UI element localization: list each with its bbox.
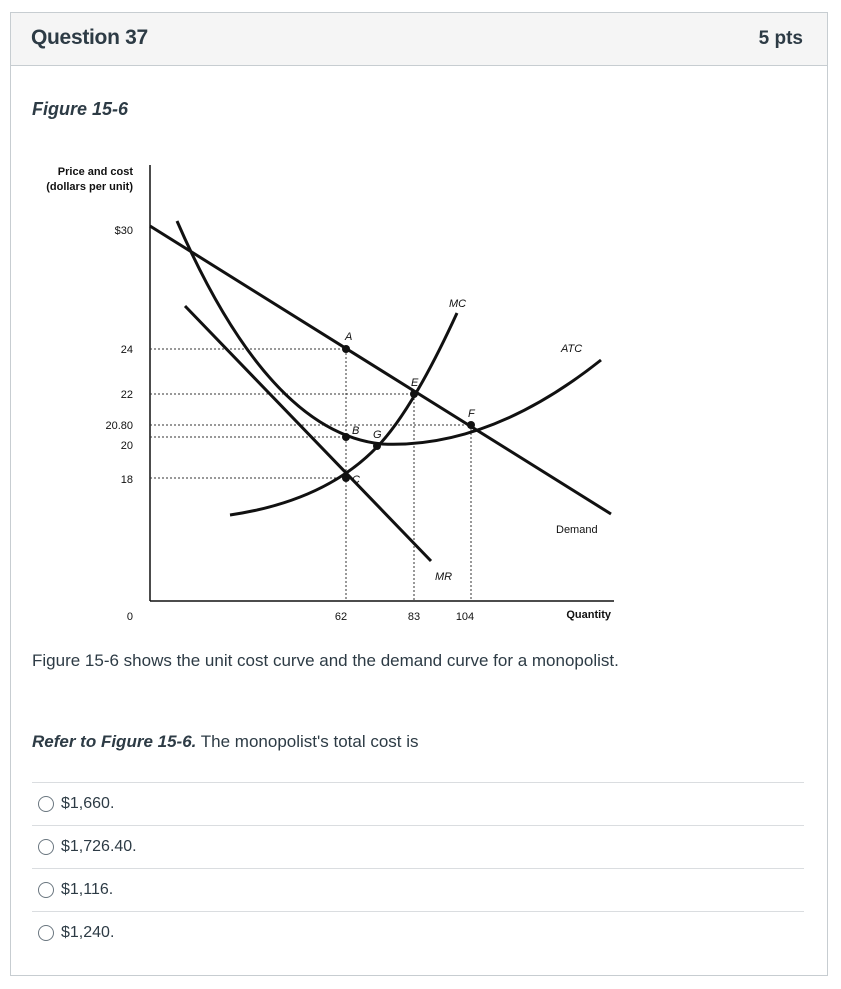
answer-label: $1,240. [61,924,115,941]
answer-list [32,782,804,954]
prompt-text: The monopolist's total cost is [196,732,419,751]
figure-description: Figure 15-6 shows the unit cost curve and the demand curve for a monopolist. [32,651,619,670]
y-tick-22: 22 [120,389,133,401]
question-points: 5 pts [758,28,803,49]
point-f-marker [467,421,475,429]
point-e-label: E [411,377,419,389]
x-tick-104: 104 [455,611,475,623]
point-f-label: F [468,408,475,420]
point-g-marker [373,442,381,450]
answer-option-1[interactable] [32,782,804,825]
point-e-marker [410,390,418,398]
radio-button[interactable] [38,796,54,812]
answer-option-3[interactable] [32,868,804,911]
point-a-label: A [345,331,353,343]
question-title: Question 37 [31,26,148,49]
y-tick-30: $30 [114,225,133,237]
y-tick-24: 24 [120,344,133,356]
guide-lines [150,349,471,601]
question-prompt [32,732,419,752]
point-a-marker [342,345,350,353]
point-b-marker [342,433,350,441]
x-tick-62: 62 [334,611,348,623]
answer-label: $1,726.40. [61,838,137,855]
demand-curve [150,226,611,514]
radio-button[interactable] [38,839,54,855]
answer-option-2[interactable] [32,825,804,868]
figure-title: Figure 15-6 [32,99,129,119]
x-axis-label: Quantity [566,609,611,621]
question-card [10,12,828,976]
atc-curve [177,221,601,444]
y-axis-label-line1: Price and cost [57,166,133,178]
prompt-figure-ref: Refer to Figure 15-6. [32,732,197,751]
mc-curve [230,313,457,515]
question-header [11,13,827,66]
mc-label: MC [449,298,467,310]
point-c-label: C [352,474,360,486]
y-tick-18: 18 [120,474,133,486]
y-tick-0: 0 [126,611,133,623]
y-tick-20: 20 [120,440,133,452]
point-c-marker [342,474,350,482]
answer-label: $1,116. [61,881,114,898]
mr-curve [185,306,431,561]
point-b-label: B [352,425,360,437]
y-axis-label-line2: (dollars per unit) [46,181,133,193]
point-g-label: G [373,429,382,441]
answer-label: $1,660. [61,795,115,812]
demand-label: Demand [556,524,598,536]
mr-label: MR [435,571,453,583]
x-tick-83: 83 [407,611,421,623]
y-tick-20-80: 20.80 [105,420,133,432]
figure-graph [39,153,619,633]
atc-label: ATC [561,343,583,355]
radio-button[interactable] [38,925,54,941]
radio-button[interactable] [38,882,54,898]
answer-option-4[interactable] [32,911,804,954]
